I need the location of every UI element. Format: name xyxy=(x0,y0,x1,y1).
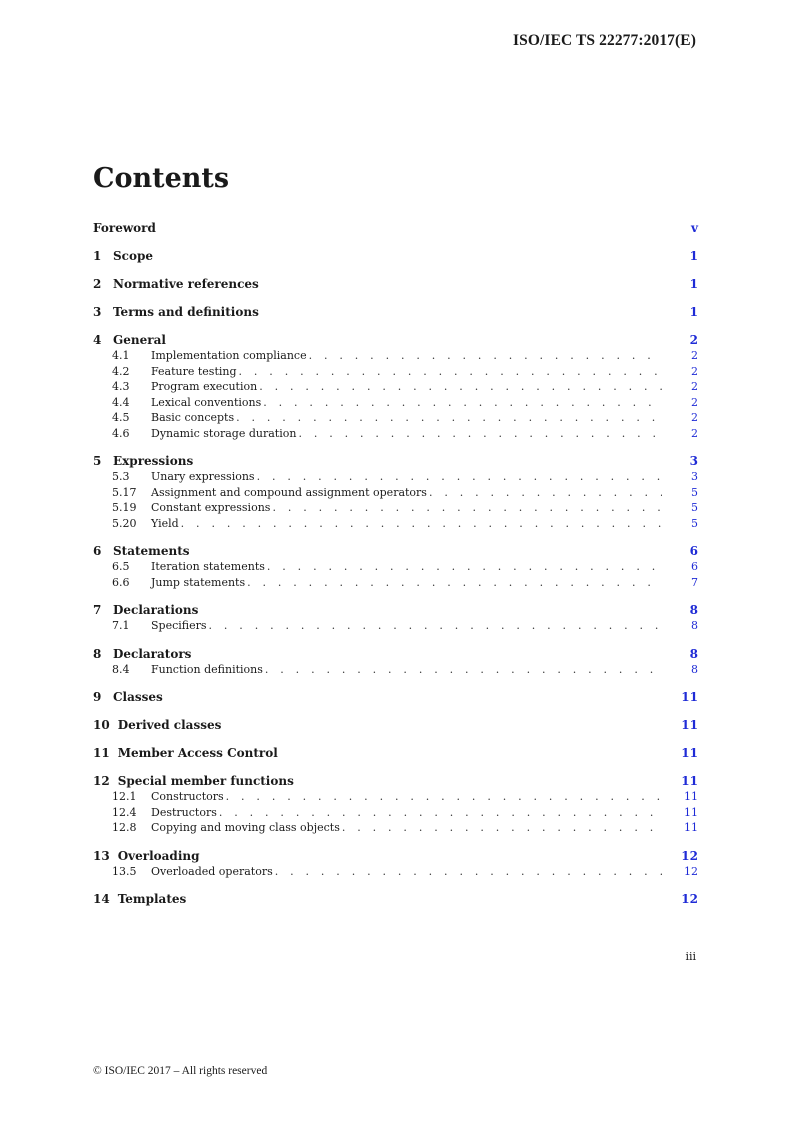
toc-section-title: Implementation compliance xyxy=(151,349,307,362)
toc-leader-dots xyxy=(257,469,662,485)
document-id-header: ISO/IEC TS 22277:2017(E) xyxy=(513,32,696,49)
toc-section-number: 8.4 xyxy=(112,662,130,676)
toc-section-number: 7.1 xyxy=(112,619,130,632)
toc-section-page-link[interactable]: 8 xyxy=(691,662,698,676)
toc-section-title: Overloaded operators xyxy=(151,864,273,878)
toc-chapter-heading xyxy=(93,304,259,320)
toc-chapter-entry xyxy=(93,292,698,320)
toc-leader-dots xyxy=(219,805,662,821)
toc-chapter-row[interactable] xyxy=(93,276,698,292)
toc-section-page-link[interactable]: 7 xyxy=(691,575,698,589)
toc-chapter-number: 8 xyxy=(93,646,102,661)
toc-section-number: 4.2 xyxy=(112,364,130,378)
toc-chapter-title: Overloading xyxy=(117,848,200,863)
toc-chapter-row[interactable] xyxy=(93,543,698,559)
toc-chapter-entry xyxy=(93,441,698,531)
toc-chapter-heading xyxy=(93,276,259,292)
toc-leader-dots xyxy=(226,789,662,805)
toc-section-title: Specifiers xyxy=(151,619,207,632)
toc-section-number: 12.4 xyxy=(112,805,137,819)
toc-chapter-row[interactable] xyxy=(93,602,698,618)
toc-chapter-entry xyxy=(93,590,698,634)
toc-section-page-link[interactable]: 11 xyxy=(684,805,698,819)
toc-section-number: 5.17 xyxy=(112,485,137,499)
toc-chapter-heading xyxy=(93,332,166,348)
toc-section-row[interactable] xyxy=(93,426,698,442)
toc-section-title: Function definitions xyxy=(151,662,263,676)
toc-section-page-link[interactable]: 5 xyxy=(691,501,698,514)
toc-chapter-heading xyxy=(93,248,153,264)
toc-chapter-heading xyxy=(93,689,163,705)
toc-section-title: Copying and moving class objects xyxy=(151,821,340,834)
toc-section-row[interactable] xyxy=(93,559,698,575)
toc-section-page-link[interactable]: 11 xyxy=(684,790,698,803)
toc-chapter-heading xyxy=(93,848,200,864)
toc-section-number: 4.4 xyxy=(112,395,130,409)
toc-chapter-page-link[interactable]: 8 xyxy=(689,646,698,661)
toc-section-row[interactable] xyxy=(93,618,698,634)
toc-chapter-page-link[interactable]: 1 xyxy=(689,249,698,263)
toc-leader-dots xyxy=(181,516,662,532)
toc-chapter-number: 3 xyxy=(93,305,102,319)
toc-chapter-title: Special member functions xyxy=(117,774,294,788)
toc-section-row[interactable] xyxy=(93,485,698,501)
toc-section-row[interactable] xyxy=(93,348,698,364)
toc-section-row[interactable] xyxy=(93,500,698,516)
toc-chapter-row[interactable] xyxy=(93,745,698,761)
toc-section-row[interactable] xyxy=(93,364,698,380)
toc-chapter-number: 14 xyxy=(93,892,110,906)
toc-section-row[interactable] xyxy=(93,864,698,880)
toc-section-title: Yield xyxy=(151,516,179,530)
toc-chapter-number: 11 xyxy=(93,746,110,760)
toc-section-page-link[interactable]: 2 xyxy=(691,426,698,440)
toc-chapter-title: Statements xyxy=(113,544,190,558)
toc-section-number: 6.5 xyxy=(112,560,130,573)
toc-chapter-row[interactable] xyxy=(93,304,698,320)
toc-chapter-entry xyxy=(93,634,698,678)
toc-chapter-row[interactable] xyxy=(93,689,698,705)
toc-chapter-number: 12 xyxy=(93,774,110,788)
toc-chapter-entry xyxy=(93,236,698,264)
toc-section-page-link[interactable]: 11 xyxy=(684,821,698,834)
toc-leader-dots xyxy=(259,379,662,395)
toc-chapter-row[interactable] xyxy=(93,891,698,907)
toc-section-page-link[interactable]: 2 xyxy=(691,349,698,362)
toc-chapter-entry xyxy=(93,761,698,836)
toc-chapter-page-link[interactable]: 3 xyxy=(689,454,698,468)
toc-chapter-entry xyxy=(93,320,698,441)
toc-section-title: Jump statements xyxy=(151,575,246,589)
toc-section-page-link[interactable]: 2 xyxy=(691,395,698,409)
toc-chapter-page-link[interactable]: 11 xyxy=(681,690,698,704)
toc-leader-dots xyxy=(342,820,662,836)
toc-section-number: 12.1 xyxy=(112,790,137,803)
toc-section-row[interactable] xyxy=(93,469,698,485)
toc-chapter-title: Declarators xyxy=(113,646,192,661)
copyright-footer: © ISO/IEC 2017 – All rights reserved xyxy=(93,1065,268,1077)
toc-leader-dots xyxy=(429,485,662,501)
toc-section-page-link[interactable]: 2 xyxy=(691,380,698,393)
toc-chapter-number: 10 xyxy=(93,718,110,732)
toc-section-page-link[interactable]: 12 xyxy=(684,864,698,878)
toc-chapter-entry xyxy=(93,264,698,292)
toc-chapter-heading xyxy=(93,773,294,789)
toc-chapter-page-link[interactable]: 8 xyxy=(689,603,698,617)
toc-chapter-row[interactable] xyxy=(93,646,698,662)
toc-chapter-page-link[interactable]: v xyxy=(691,221,698,235)
toc-chapter-heading xyxy=(93,602,198,618)
toc-chapter-page-link[interactable]: 11 xyxy=(681,718,698,732)
page-number: iii xyxy=(685,950,696,963)
toc-chapter-heading xyxy=(93,453,193,469)
toc-chapter-title: Templates xyxy=(117,892,187,906)
toc-chapter-title: Derived classes xyxy=(117,718,222,732)
toc-chapter-page-link[interactable]: 11 xyxy=(681,774,698,788)
toc-section-title: Lexical conventions xyxy=(151,395,262,409)
toc-chapter-entry xyxy=(93,733,698,761)
toc-leader-dots xyxy=(272,500,662,516)
toc-chapter-heading xyxy=(93,717,221,733)
toc-leader-dots xyxy=(309,348,662,364)
toc-chapter-page-link[interactable]: 2 xyxy=(689,333,698,347)
toc-section-page-link[interactable]: 8 xyxy=(691,619,698,632)
toc-section-row[interactable] xyxy=(93,516,698,532)
toc-chapter-row[interactable] xyxy=(93,717,698,733)
toc-chapter-title: General xyxy=(113,333,166,347)
toc-section-row[interactable] xyxy=(93,820,698,836)
toc-chapter-entry xyxy=(93,705,698,733)
toc-section-page-link[interactable]: 6 xyxy=(691,560,698,573)
toc-section-title: Feature testing xyxy=(151,364,237,378)
toc-section-row[interactable] xyxy=(93,805,698,821)
toc-section-number: 4.5 xyxy=(112,411,130,424)
toc-chapter-number: 6 xyxy=(93,544,102,558)
toc-section-number: 5.19 xyxy=(112,501,137,514)
toc-section-number: 4.1 xyxy=(112,349,130,362)
toc-section-page-link[interactable]: 5 xyxy=(691,485,698,499)
toc-chapter-entry xyxy=(93,879,698,907)
toc-chapter-heading xyxy=(93,891,186,907)
toc-chapter-row[interactable] xyxy=(93,332,698,348)
toc-chapter-page-link[interactable]: 12 xyxy=(681,848,698,863)
toc-chapter-number: 13 xyxy=(93,848,110,863)
toc-chapter-title: Scope xyxy=(113,249,154,263)
toc-chapter-row[interactable] xyxy=(93,848,698,864)
toc-leader-dots xyxy=(236,410,662,426)
toc-chapter-title: Classes xyxy=(113,690,163,704)
toc-section-number: 4.6 xyxy=(112,426,130,440)
toc-chapter-row[interactable] xyxy=(93,220,698,236)
toc-section-title: Assignment and compound assignment operators xyxy=(151,485,427,499)
toc-chapter-title: Member Access Control xyxy=(117,746,278,760)
toc-chapter-number: 7 xyxy=(93,603,102,617)
toc-chapter-number: 1 xyxy=(93,249,102,263)
toc-leader-dots xyxy=(247,575,662,591)
toc-section-row[interactable] xyxy=(93,395,698,411)
toc-section-title: Program execution xyxy=(151,380,258,393)
toc-chapter-entry xyxy=(93,836,698,880)
toc-section-number: 6.6 xyxy=(112,575,130,589)
toc-section-number: 13.5 xyxy=(112,864,137,878)
toc-leader-dots xyxy=(263,395,662,411)
toc-section-title: Constructors xyxy=(151,790,224,803)
toc-chapter-title: Declarations xyxy=(113,603,199,617)
toc-leader-dots xyxy=(267,559,662,575)
toc-section-number: 12.8 xyxy=(112,821,137,834)
toc-chapter-page-link[interactable]: 6 xyxy=(689,544,698,558)
toc-section-title: Iteration statements xyxy=(151,560,265,573)
toc-chapter-entry xyxy=(93,220,698,236)
toc-section-row[interactable] xyxy=(93,410,698,426)
toc-chapter-number: 5 xyxy=(93,454,102,468)
table-of-contents xyxy=(93,220,698,907)
toc-chapter-title: Terms and definitions xyxy=(113,305,259,319)
toc-chapter-title: Expressions xyxy=(113,454,194,468)
toc-section-title: Unary expressions xyxy=(151,470,255,483)
toc-leader-dots xyxy=(209,618,662,634)
toc-section-page-link[interactable]: 2 xyxy=(691,364,698,378)
toc-leader-dots xyxy=(239,364,662,380)
toc-leader-dots xyxy=(265,662,662,678)
toc-chapter-page-link[interactable]: 11 xyxy=(681,746,698,760)
toc-chapter-heading xyxy=(93,220,156,236)
toc-section-title: Basic concepts xyxy=(151,411,235,424)
toc-section-row[interactable] xyxy=(93,662,698,678)
toc-chapter-row[interactable] xyxy=(93,248,698,264)
toc-section-title: Destructors xyxy=(151,805,217,819)
toc-chapter-number: 4 xyxy=(93,333,102,347)
toc-chapter-page-link[interactable]: 12 xyxy=(681,892,698,906)
toc-chapter-number: 2 xyxy=(93,277,102,291)
toc-section-title: Constant expressions xyxy=(151,501,271,514)
toc-section-number: 4.3 xyxy=(112,380,130,393)
toc-section-number: 5.20 xyxy=(112,516,137,530)
toc-chapter-number: 9 xyxy=(93,690,102,704)
toc-chapter-heading xyxy=(93,646,191,662)
toc-section-row[interactable] xyxy=(93,575,698,591)
toc-chapter-row[interactable] xyxy=(93,453,698,469)
toc-section-page-link[interactable]: 2 xyxy=(691,411,698,424)
toc-chapter-page-link[interactable]: 1 xyxy=(689,277,698,291)
toc-chapter-entry xyxy=(93,531,698,590)
toc-chapter-title: Foreword xyxy=(93,221,156,235)
toc-leader-dots xyxy=(275,864,662,880)
toc-chapter-page-link[interactable]: 1 xyxy=(689,305,698,319)
toc-chapter-title: Normative references xyxy=(113,277,259,291)
toc-section-page-link[interactable]: 5 xyxy=(691,516,698,530)
page-title: Contents xyxy=(93,163,230,194)
toc-section-page-link[interactable]: 3 xyxy=(691,470,698,483)
toc-section-row[interactable] xyxy=(93,379,698,395)
toc-chapter-row[interactable] xyxy=(93,773,698,789)
toc-chapter-heading xyxy=(93,745,278,761)
toc-section-row[interactable] xyxy=(93,789,698,805)
toc-leader-dots xyxy=(298,426,662,442)
toc-section-title: Dynamic storage duration xyxy=(151,426,297,440)
toc-chapter-entry xyxy=(93,677,698,705)
toc-chapter-heading xyxy=(93,543,190,559)
toc-section-number: 5.3 xyxy=(112,470,130,483)
